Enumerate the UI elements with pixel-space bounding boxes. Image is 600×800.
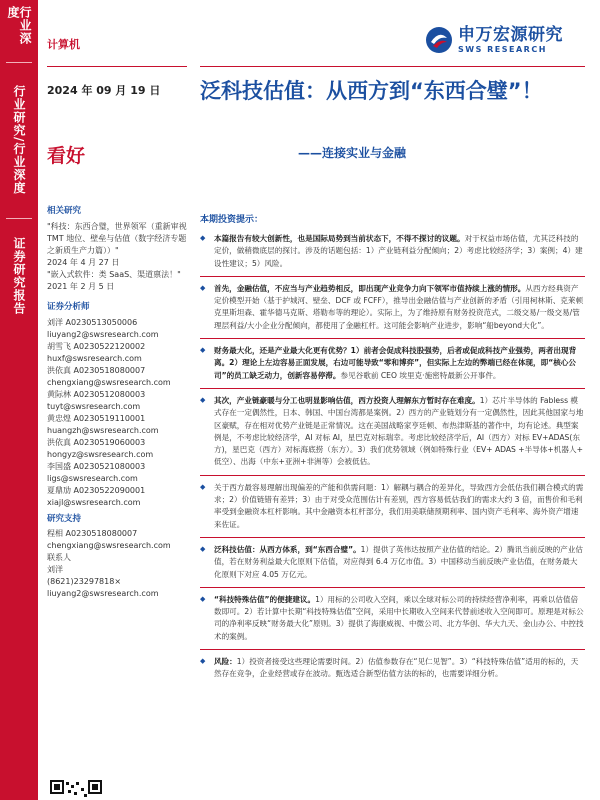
sidebar-divider <box>6 218 32 219</box>
bullet-lead: 本篇报告有较大创新性，也是国际局势到当前状态下，不得不探讨的议题。 <box>214 234 465 243</box>
analyst-line: tuyt@swsresearch.com <box>47 401 141 411</box>
analysts-section <box>47 301 187 509</box>
summary-bullet <box>200 482 585 538</box>
analyst-line: 洪依真 A0230518080007 <box>47 365 146 375</box>
summary-bullet <box>200 594 585 650</box>
analyst-line: 李国盛 A0230521080003 <box>47 461 146 471</box>
summary-bullet <box>200 395 585 476</box>
bullet-lead: 风险： <box>214 657 237 667</box>
sws-logo-icon <box>425 26 453 54</box>
summary-bullet <box>200 544 585 588</box>
summary-bullet <box>200 283 585 339</box>
contact-line: liuyang2@swsresearch.com <box>47 589 159 599</box>
bullet-lead: 其次，产业链豪暖与分工也明显影响估值，西方投资人理解东方暂时存在难度。 <box>214 395 480 405</box>
bullet-text: 关于西方最容易理解出现偏差的产能和供需问题：1）解耦与耦合的差异化，导致西方会低估我们耦合模式的需求；2）价值链错有差异；3）由于对受众范围估计有差别，西方容易低估我们的需求大约 3 倍，而售价和毛利率受到金融资本杠杆影响。其中金融资本杠杆部分，我们用美联储预期利率、国内资产毛利率、海外资产增速来佐证。 <box>214 482 584 529</box>
bullet-text: 1）投资者接受这些理论需要时间。2）估值参数存在“见仁见智”。3）“科技特殊估值”适用的标的，天然存在竞争，企业经营或存在波动。甄选适合新型估值方法的标的，也需要详细分析。 <box>214 657 579 679</box>
report-subtitle: ——连接实业与金融 <box>298 146 407 160</box>
analysts-heading: 证券分析师 <box>47 301 90 312</box>
analyst-line: huangzh@swsresearch.com <box>47 425 159 435</box>
contact-line: 程相 A0230518080007 <box>47 529 138 539</box>
contact-section <box>47 513 187 601</box>
related-heading: 相关研究 <box>47 206 82 216</box>
header-divider <box>47 66 187 67</box>
bullet-text: 对于权益市场估值，尤其泛科技的定价，做稍微底层的探讨。涉及的话题包括：1）产业链利益分配倾向；2）考虑比较经济学；3）案例；4）建设性建议；5）风险。 <box>214 234 583 268</box>
summary-heading: 本期投资提示： <box>200 215 264 225</box>
logo <box>425 26 563 54</box>
contact-line: (8621)23297818× <box>47 577 122 587</box>
related-item: 2024 年 4 月 27 日 <box>47 257 120 267</box>
related-item: "嵌入式软件：类 SaaS、渠道禀法！" <box>47 269 181 279</box>
bullet-lead: 泛科技估值：从西方体系，到“东西合璧”。 <box>214 544 361 554</box>
bullet-text: 1）提供了英伟达按照产业估值的结论。2）腾讯当前反映的产业估值，若在财务利益最大化原则下估值，对应得到 6.4 万亿市值。3）中国移动当前反映产业估值，在财务最大化原则下对应 4.05 万亿元。 <box>214 544 583 579</box>
bullet-lead: “科技特殊估值”的便捷建议。 <box>214 594 316 604</box>
report-date: 2024 年 09 月 19 日 <box>47 84 161 97</box>
analyst-line: hongyz@swsresearch.com <box>47 449 154 459</box>
bullet-text: 参见谷歌前 CEO 埃里克·施密特最新公开事件。 <box>340 370 501 380</box>
sidebar <box>0 0 38 800</box>
bullet-text: 从西方经典资产定价模型开始（基于护城河、壁垒、DCF 或 FCFF），推导出金融估值与产业创新的矛盾（引用柯林斯、克莱顿克里斯坦森、霍华德马克斯、塔勒布等的理论）。实际上，为了维持原有财务投资范式，二级交易/一级交易/管理层利益/大小企业分配倾向，都使用了金融杠杆。这可能会影响产业进步，影响“船beyond大化”。 <box>214 283 584 330</box>
bullet-text: 1）芯片半导体的 Fabless 模式存在一定偶然性，日本、韩国、中国台湾都是案例。2）西方的产业链划分有一定偶然性，因此其他国家与地区豪赋，存在相对优势产业链是正常情况。这在美国战略家亨廷顿、布热津斯基的著作中，均有论述。典型案例是，不考虑比较经济学，AI 对标 AI，星巴克对标瑞幸。考虑比较经济学后，AI（西方）对标 EV+ADAS(东方)，星巴克（西方）对标海底捞（东方）。3）我们优势领域（例如特殊行业（EV+ ADAS +半导体+机器人+ 低空）、出海（中东+亚洲+非洲等）会被低估。 <box>214 395 584 467</box>
industry-tag: 计算机 <box>47 38 80 51</box>
analyst-line: ligs@swsresearch.com <box>47 473 138 483</box>
analyst-line: huxf@swsresearch.com <box>47 353 142 363</box>
summary-bullet <box>200 233 585 277</box>
report-title: 泛科技估值：从西方到“东西合璧”！ <box>200 79 543 103</box>
analyst-line: 洪依真 A0230519060003 <box>47 437 146 447</box>
analyst-line: 黄际林 A0230512080003 <box>47 389 146 399</box>
analyst-line: 黄忠煌 A0230519110001 <box>47 413 146 423</box>
qr-code-icon <box>50 780 102 800</box>
header-divider <box>200 66 585 67</box>
rating: 看好 <box>47 145 86 167</box>
analyst-line: chengxiang@swsresearch.com <box>47 377 171 387</box>
related-item: "科技：东西合璧，世界领军（重新审视TMT 地位、壁垒与估值（数字经济专题之新质生产力篇））" <box>47 221 187 255</box>
summary-bullet <box>200 345 585 389</box>
contact-line: 联系人 <box>47 553 71 563</box>
logo-name-en: SWS RESEARCH <box>458 44 547 54</box>
analyst-line: 胡雪飞 A0230522120002 <box>47 341 146 351</box>
bullet-lead: 财务最大化，还是产业最大化更有优势？1）前者会促成科技股强势，后者或促成科技产业强势，两者出现背离。2）理论上左边容易正面发展，右边可能导致“零和博弈”，但实际上左边的弊端已经在体现，即“核心公司”的员工缺乏动力，创新容易停滞。 <box>214 346 577 380</box>
sidebar-divider <box>6 62 32 63</box>
logo-name: 申万宏源研究 <box>458 25 563 46</box>
contact-line: chengxiang@swsresearch.com <box>47 541 171 551</box>
summary-bullet <box>200 656 585 687</box>
sidebar-label-industry: 行业研究/行业深度 <box>12 85 26 195</box>
bullet-text: 1）用标的公司收入空间，乘以全球对标公司的持续经营净利率，再乘以估值倍数即可。2）若计算中长期“科技特殊估值”空间，采用中长期收入空间来代替前述收入空间即可。原理是对标公司的净利率反映“财务最大化”原则。3）提供了海康威视、中微公司、北方华创、华大九天、金山办公、中控技术的案例。 <box>214 594 584 641</box>
analyst-line: xiajl@swsresearch.com <box>47 497 141 507</box>
related-item: 2021 年 2 月 5 日 <box>47 281 115 291</box>
bullet-lead: 首先，金融估值，不应当与产业趋势相反，即出现产业竞争力向下领军市值持续上涨的情形。 <box>214 283 526 293</box>
contact-line: 刘洋 <box>47 565 63 575</box>
related-research <box>47 205 187 293</box>
left-column <box>47 205 187 600</box>
analyst-line: 刘洋 A0230513050006 <box>47 317 138 327</box>
analyst-line: 夏鼎劢 A0230522090001 <box>47 485 146 495</box>
sidebar-label-securities: 证券研究报告 <box>12 237 26 315</box>
analyst-line: liuyang2@swsresearch.com <box>47 329 159 339</box>
investment-summary <box>200 212 585 693</box>
contact-heading: 研究支持 <box>47 513 82 524</box>
sidebar-label-depth: 行业深度 <box>6 6 32 45</box>
